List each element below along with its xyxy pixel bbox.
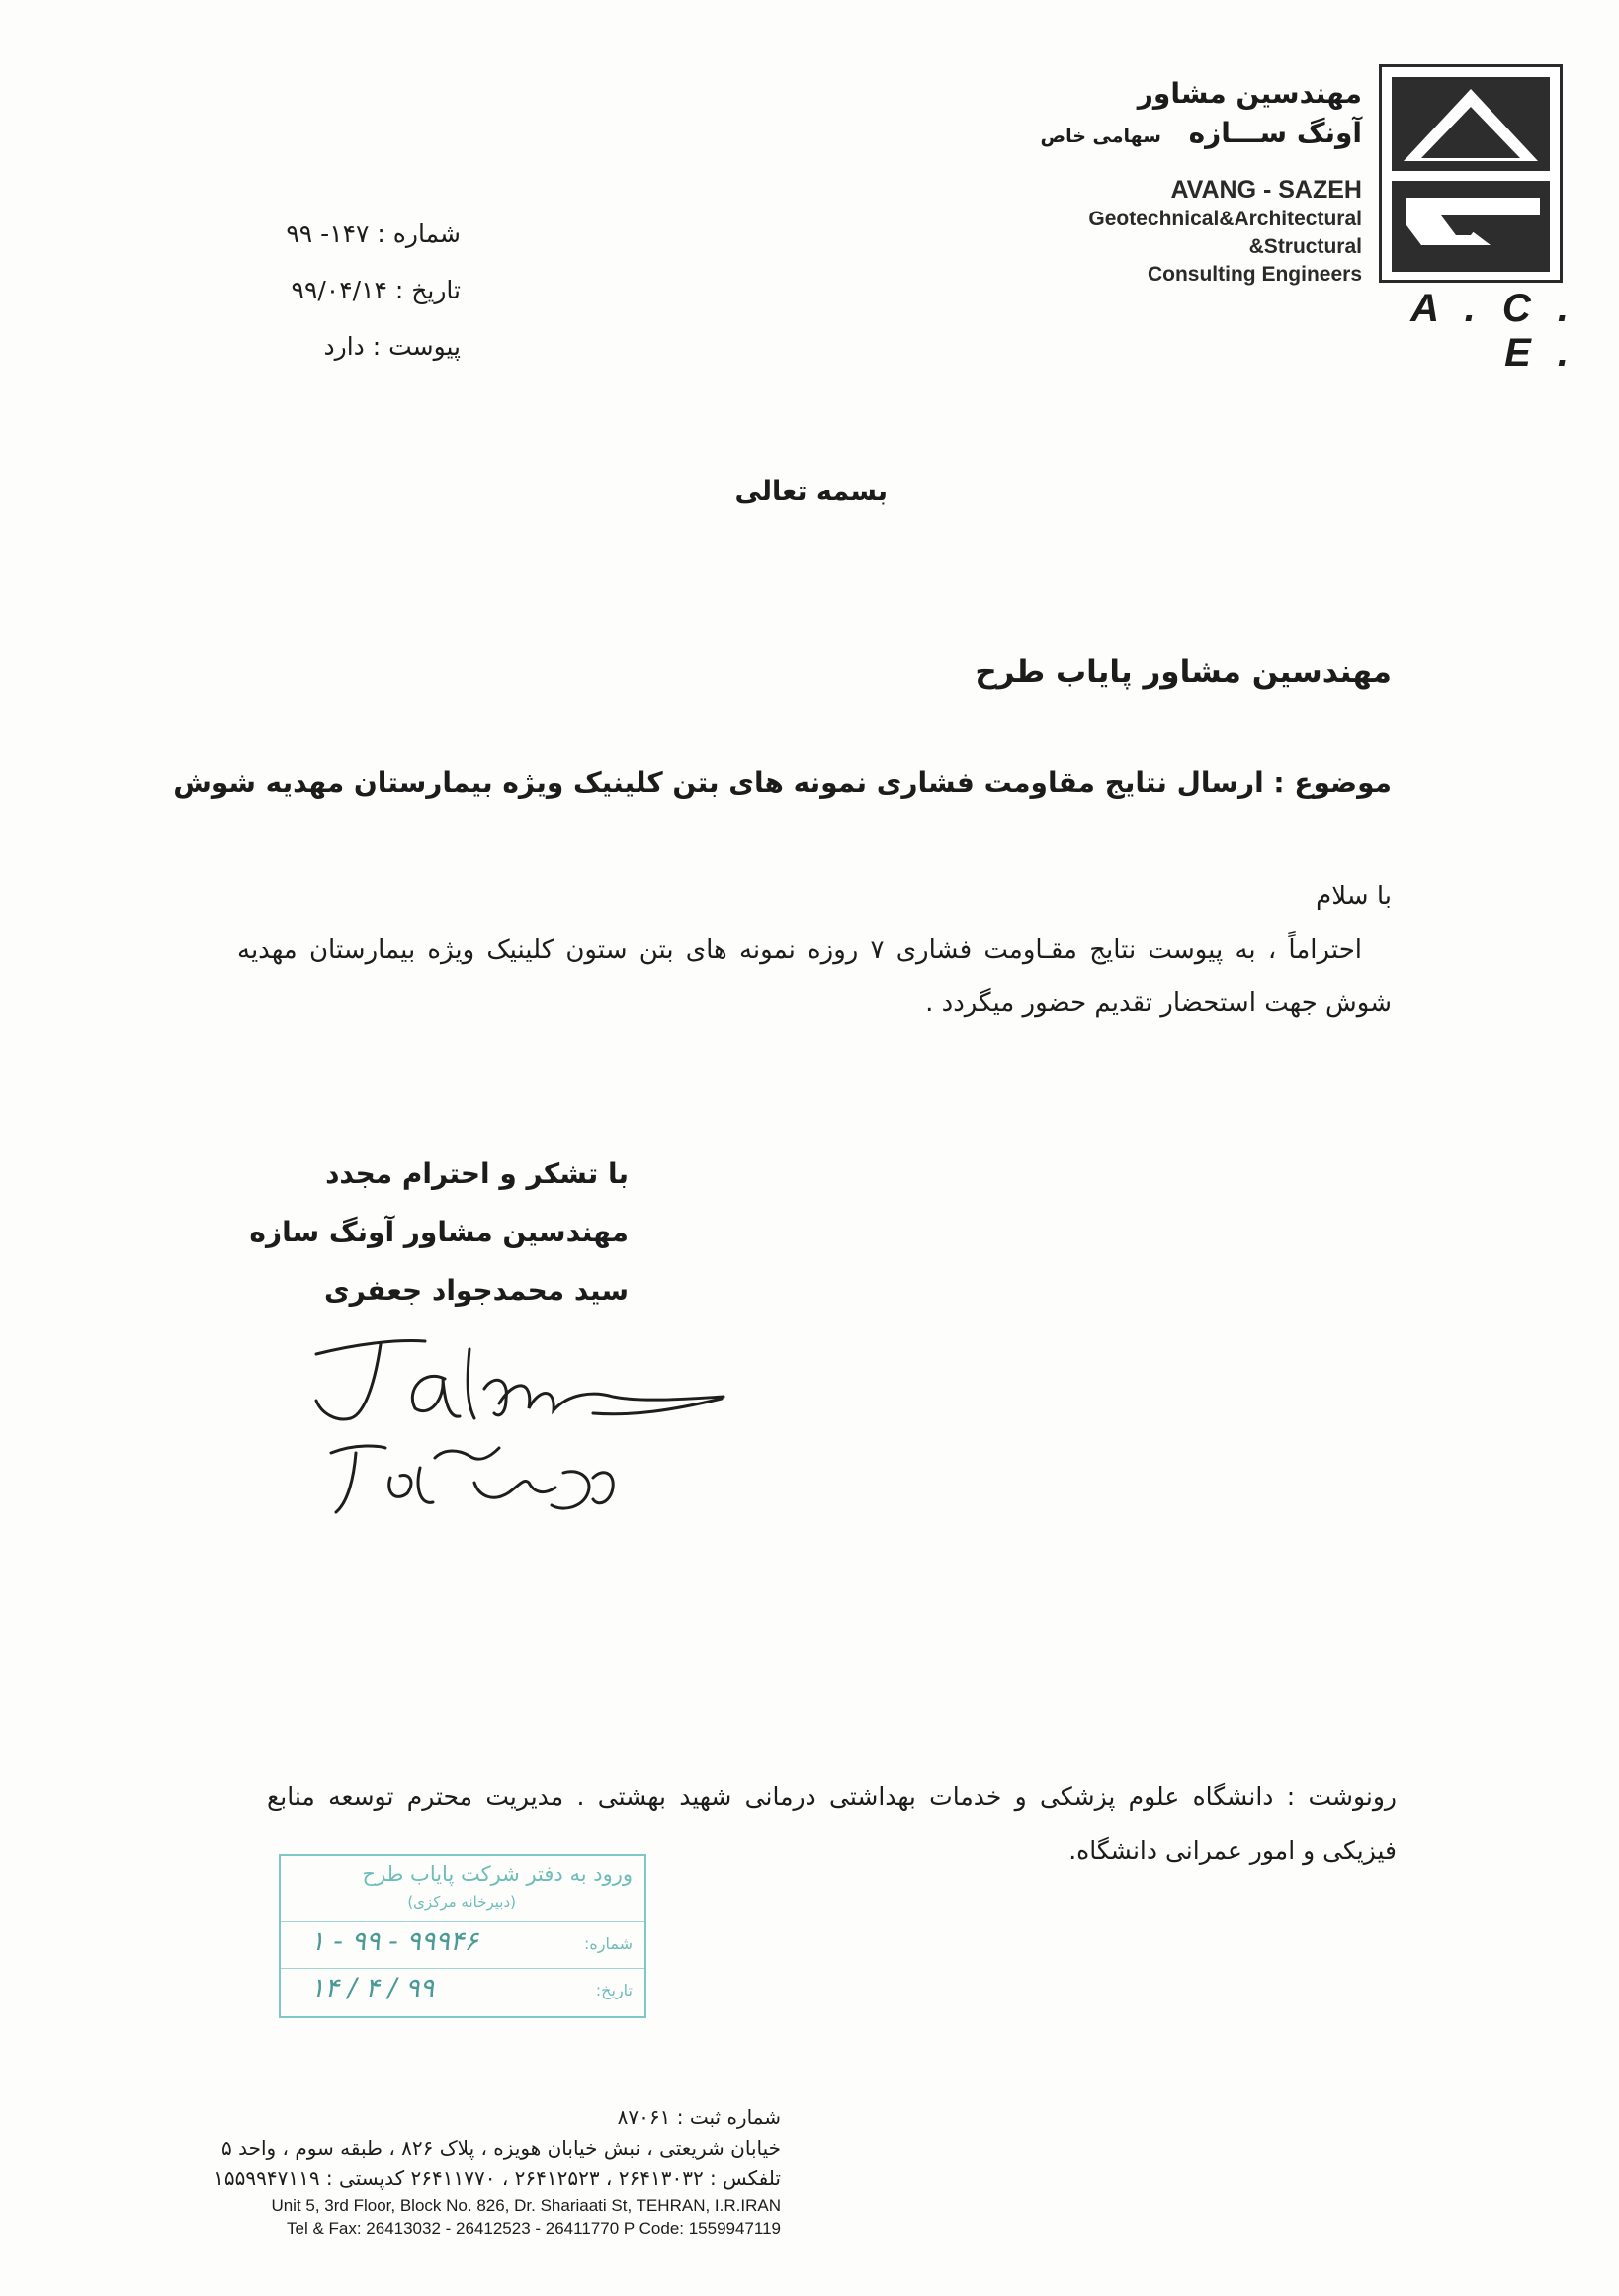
greeting: با سلام xyxy=(1316,882,1392,911)
company-name-persian-2 xyxy=(1041,117,1362,149)
company-name-avang: آونگ ســـازه xyxy=(1188,117,1362,149)
stamp-subtitle: (دبیرخانه مرکزی) xyxy=(407,1893,516,1911)
stamp-number-label: شماره: xyxy=(583,1934,633,1953)
closing-company: مهندسین مشاور آونگ سازه xyxy=(249,1216,629,1248)
english-line-2: Geotechnical&Architectural xyxy=(1088,208,1362,230)
stamp-title: ورود به دفتر شرکت پایاب طرح xyxy=(362,1862,633,1886)
subject-line: موضوع : ارسال نتایج مقاومت فشاری نمونه های بتن کلینیک ویژه بیمارستان مهدیه شوش xyxy=(173,766,1392,799)
address-persian: خیابان شریعتی ، نبش خیابان هویزه ، پلاک ۸۲۶ ، طبقه سوم ، واحد ۵ xyxy=(220,2136,781,2160)
stamp-date-row xyxy=(281,1968,644,2016)
registration-number: شماره ثبت : ۸۷۰۶۱ xyxy=(617,2105,781,2129)
address-english: Unit 5, 3rd Floor, Block No. 826, Dr. Shariaati St, TEHRAN, I.R.IRAN xyxy=(271,2196,781,2215)
letter-date: تاریخ : ۹۹/۰۴/۱۴ xyxy=(291,276,461,304)
footer xyxy=(148,2102,781,2240)
letter-meta xyxy=(286,206,461,375)
english-name: AVANG - SAZEH xyxy=(1170,176,1362,204)
phone-persian: تلفکس : ۲۶۴۱۳۰۳۲ ، ۲۶۴۱۲۵۲۳ ، ۲۶۴۱۱۷۷۰ کدپستی : ۱۵۵۹۹۴۷۱۱۹ xyxy=(213,2167,781,2190)
stamp-number-row xyxy=(281,1921,644,1970)
cc-line: رونوشت : دانشگاه علوم پزشکی و خدمات بهداشتی درمانی شهید بهشتی . مدیریت محترم توسعه منابع فیزیکی و امور عمرانی دانشگاه. xyxy=(267,1782,1397,1865)
stamp-date-value: ۹۹ / ۴ / ۱۴ xyxy=(310,1973,435,2003)
stamp-date-label: تاریخ: xyxy=(595,1981,633,1999)
signatory-name: سید محمدجواد جعفری xyxy=(323,1274,629,1307)
closing-regards: با تشکر و احترام مجدد xyxy=(325,1157,629,1190)
letter-number: شماره : ۱۴۷- ۹۹ xyxy=(286,219,461,248)
company-type: سهامی خاص xyxy=(1040,126,1161,147)
english-line-3: &Structural xyxy=(1248,235,1362,258)
company-logo xyxy=(1379,64,1563,283)
letter-body xyxy=(237,870,1392,1030)
letter-heading: بسمه تعالی xyxy=(734,476,888,507)
letter-attachment: پیوست : دارد xyxy=(323,332,461,361)
english-line-4: Consulting Engineers xyxy=(1147,263,1362,286)
ace-abbreviation: A . C . E . xyxy=(1410,287,1576,375)
company-name-english xyxy=(1088,174,1362,289)
body-paragraph: احتراماً ، به پیوست نتایج مقـاومت فشاری ۷ روزه نمونه های بتن ستون کلینیک ویژه بیمارستان مهدیه شوش جهت استحضار تقدیم حضور میگردد . xyxy=(237,935,1392,1018)
closing-block xyxy=(249,1145,629,1319)
receipt-stamp xyxy=(279,1854,646,2018)
phone-english: Tel & Fax: 26413032 - 26412523 - 26411770 P Code: 1559947119 xyxy=(286,2219,781,2238)
handwritten-signature xyxy=(297,1319,731,1532)
recipient: مهندسین مشاور پایاب طرح xyxy=(975,654,1392,690)
stamp-number-value: ۹۹۹۴۶ - ۹۹ - ۱ xyxy=(310,1926,478,1957)
company-name-persian: مهندسین مشاور xyxy=(1137,77,1362,110)
